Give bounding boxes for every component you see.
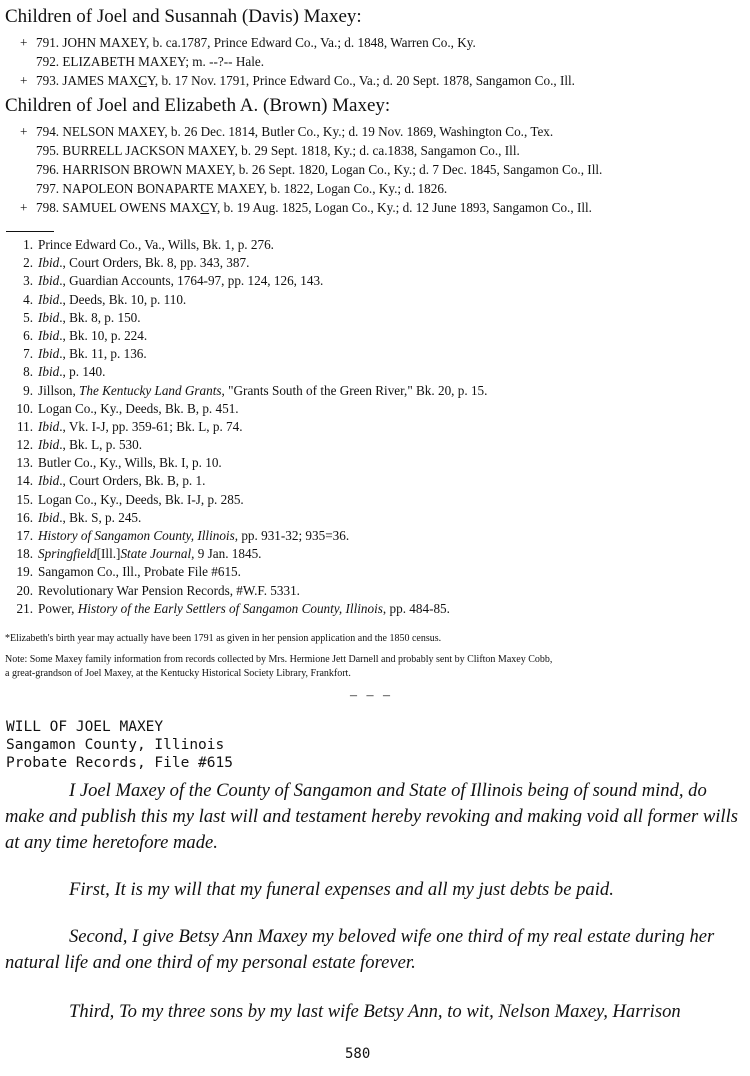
section-heading-susannah: Children of Joel and Susannah (Davis) Maxey: [5, 6, 362, 27]
endnotes-list [5, 236, 487, 618]
child-entry-793: + 793. JAMES MAXCY, b. 17 Nov. 1791, Prince Edward Co., Va.; d. 20 Sept. 1878, Sangamon Co., Ill. [20, 73, 575, 88]
endnote: 8. Ibid., p. 140. [23, 364, 106, 380]
child-entry-794: + 794. NELSON MAXEY, b. 26 Dec. 1814, Butler Co., Ky.; d. 19 Nov. 1869, Washington Co., Tex. [20, 124, 554, 139]
child-entry-791: + 791. JOHN MAXEY, b. ca.1787, Prince Edward Co., Va.; d. 1848, Warren Co., Ky. [20, 35, 476, 50]
endnote: 14. Ibid., Court Orders, Bk. B, p. 1. [16, 473, 206, 489]
endnote: 19. Sangamon Co., Ill., Probate File #615. [16, 564, 241, 580]
endnote: 1. Prince Edward Co., Va., Wills, Bk. 1, p. 276. [23, 237, 274, 252]
endnote: 18. Springfield[Ill.]State Journal, 9 Jan. 1845. [16, 546, 262, 562]
will-paragraph-1: I Joel Maxey of the County of Sangamon and State of Illinois being of sound mind, do make and publish this my last will and testament hereby revoking and making void all former wills at any time heretofore made. [5, 780, 738, 853]
will-file: Probate Records, File #615 [6, 755, 233, 771]
will-title: WILL OF JOEL MAXEY [6, 719, 164, 735]
notes-divider [6, 231, 54, 232]
endnote: 2. Ibid., Court Orders, Bk. 8, pp. 343, 387. [23, 255, 250, 271]
child-entry-796: 796. HARRISON BROWN MAXEY, b. 26 Sept. 1820, Logan Co., Ky.; d. 7 Dec. 1845, Sangamon Co., Ill. [36, 162, 603, 177]
endnote: 5. Ibid., Bk. 8, p. 150. [23, 309, 141, 325]
section-heading-elizabeth: Children of Joel and Elizabeth A. (Brown) Maxey: [5, 95, 391, 116]
child-entry-798: + 798. SAMUEL OWENS MAXCY, b. 19 Aug. 1825, Logan Co., Ky.; d. 12 June 1893, Sangamon Co., Ill. [20, 200, 592, 215]
will-county: Sangamon County, Illinois [6, 737, 225, 753]
child-entry-795: 795. BURRELL JACKSON MAXEY, b. 29 Sept. 1818, Ky.; d. ca.1838, Sangamon Co., Ill. [36, 143, 520, 158]
child-entry-797: 797. NAPOLEON BONAPARTE MAXEY, b. 1822, Logan Co., Ky.; d. 1826. [36, 181, 448, 196]
will-paragraph-4: Third, To my three sons by my last wife Betsy Ann, to wit, Nelson Maxey, Harrison [69, 1001, 681, 1022]
will-paragraph-3: Second, I give Betsy Ann Maxey my beloved wife one third of my real estate during her natural life and one third of my personal estate forever. [5, 926, 715, 973]
endnote: 21. Power, History of the Early Settlers of Sangamon County, Illinois, pp. 484-85. [16, 600, 450, 616]
section-separator: – – – [350, 688, 393, 703]
endnote: 9. Jillson, The Kentucky Land Grants, "Grants South of the Green River," Bk. 20, p. 15. [23, 382, 488, 398]
footnote-star: *Elizabeth's birth year may actually have been 1791 as given in her pension application and the 1850 census. [5, 633, 442, 644]
endnote: 13. Butler Co., Ky., Wills, Bk. I, p. 10. [16, 455, 222, 471]
endnote: 17. History of Sangamon County, Illinois, pp. 931-32; 935=36. [16, 528, 350, 543]
endnote: 15. Logan Co., Ky., Deeds, Bk. I-J, p. 285. [16, 491, 244, 507]
page-number: 580 [345, 1046, 371, 1062]
endnote: 16. Ibid., Bk. S, p. 245. [16, 509, 142, 525]
will-paragraph-2: First, It is my will that my funeral expenses and all my just debts be paid. [69, 879, 614, 900]
note-line-2: a great-grandson of Joel Maxey, at the Kentucky Historical Society Library, Frankfort. [5, 668, 351, 679]
child-entry-792: 792. ELIZABETH MAXEY; m. --?-- Hale. [36, 54, 265, 69]
endnote: 7. Ibid., Bk. 11, p. 136. [23, 346, 147, 362]
endnote: 20. Revolutionary War Pension Records, #W.F. 5331. [16, 582, 300, 598]
endnote: 6. Ibid., Bk. 10, p. 224. [23, 327, 148, 343]
endnote: 12. Ibid., Bk. L, p. 530. [16, 437, 143, 453]
endnote: 3. Ibid., Guardian Accounts, 1764-97, pp. 124, 126, 143. [23, 273, 324, 289]
note-line-1: Note: Some Maxey family information from records collected by Mrs. Hermione Jett Darnell and probably sent by Clifton Maxey Cobb, [5, 654, 553, 665]
endnote: 11. Ibid., Vk. I-J, pp. 359-61; Bk. L, p. 74. [17, 418, 243, 434]
endnote: 4. Ibid., Deeds, Bk. 10, p. 110. [23, 291, 187, 307]
endnote: 10. Logan Co., Ky., Deeds, Bk. B, p. 451. [16, 400, 239, 416]
